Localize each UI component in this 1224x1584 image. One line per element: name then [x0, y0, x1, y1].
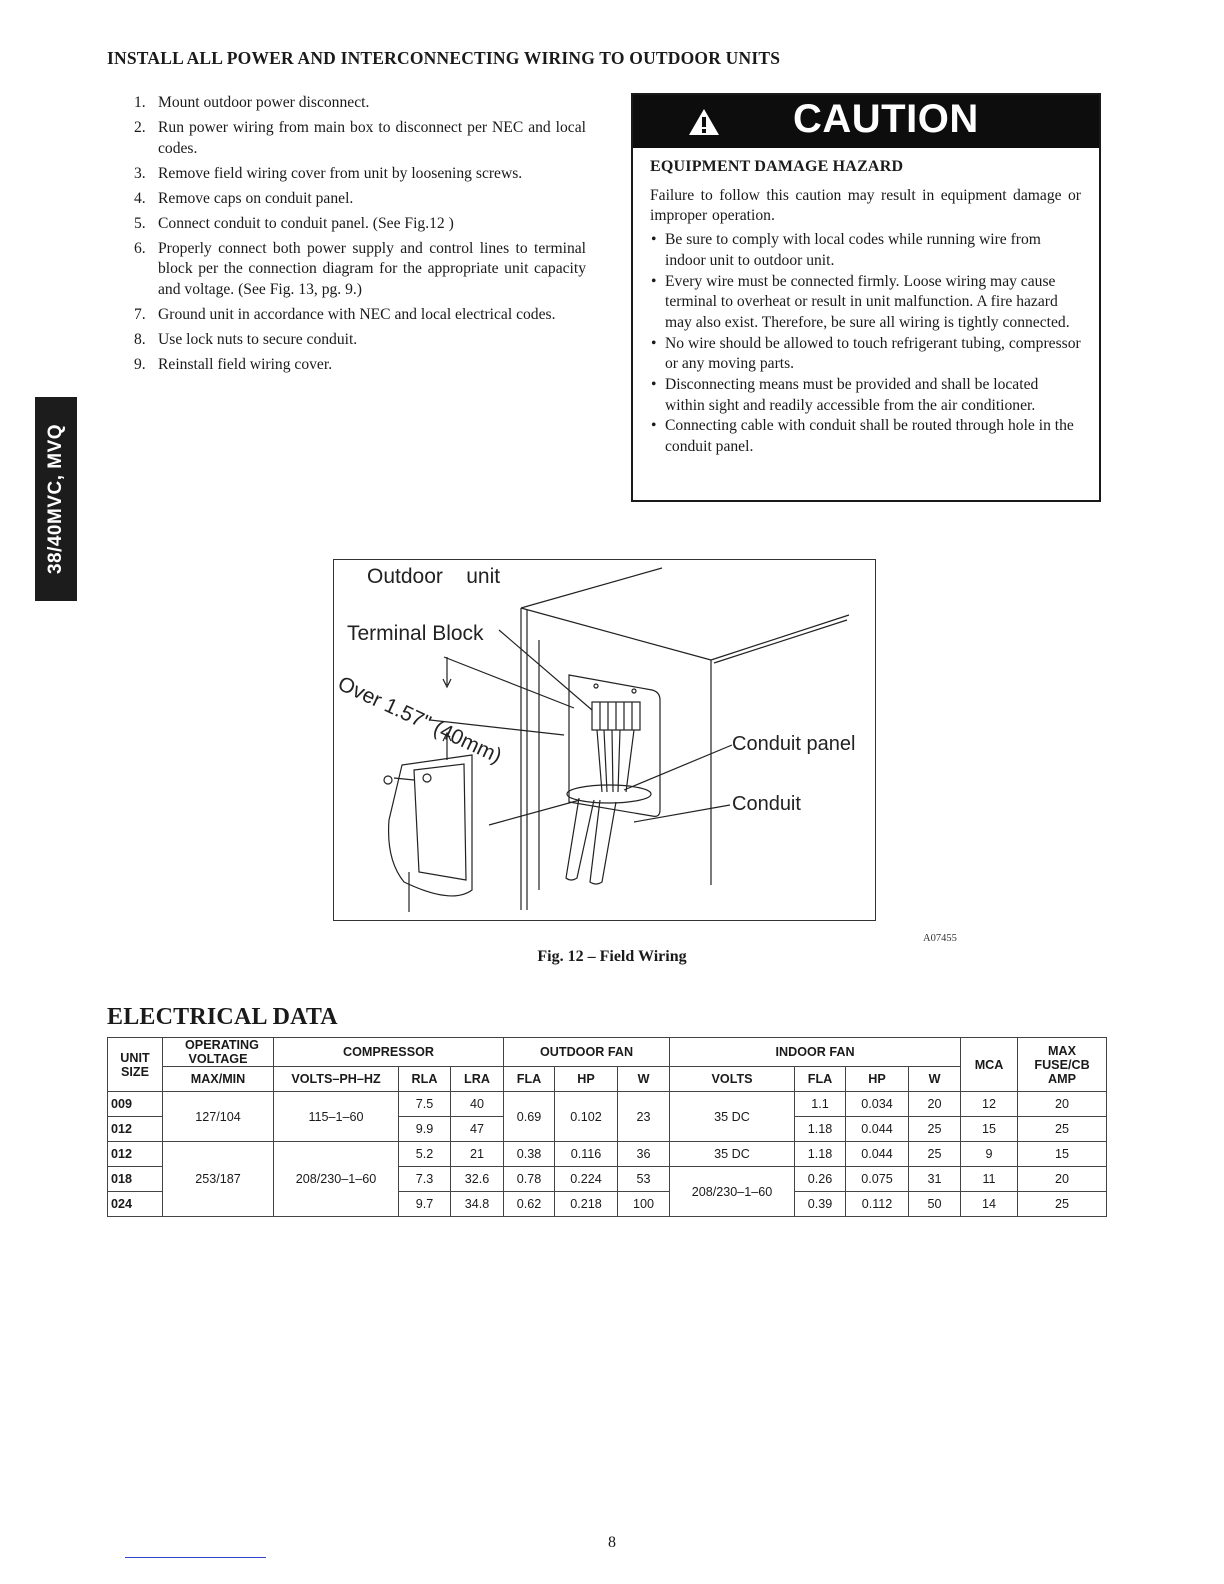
step-item: 9. Reinstall field wiring cover. [134, 356, 333, 374]
step-item: 8. Use lock nuts to secure conduit. [134, 331, 358, 349]
field-wiring-figure [333, 559, 876, 921]
cell-mca: 14 [961, 1192, 1018, 1217]
header-outdoor-fla: FLA [504, 1067, 555, 1092]
step-item: 4. Remove caps on conduit panel. [134, 189, 354, 207]
step-item: 5. Connect conduit to conduit panel. (See Fig.12 ) [134, 214, 454, 232]
header-outdoor-w: W [618, 1067, 670, 1092]
cell-lra: 21 [451, 1142, 504, 1167]
cell-unit-size: 024 [108, 1192, 163, 1217]
cell-max-fuse: 20 [1018, 1167, 1107, 1192]
footer-rule [125, 1557, 266, 1558]
cell-indoor-fla: 1.1 [795, 1092, 846, 1117]
cell-indoor-hp: 0.075 [846, 1167, 909, 1192]
cell-unit-size: 009 [108, 1092, 163, 1117]
step-item: 7. Ground unit in accordance with NEC and local electrical codes. [134, 306, 556, 324]
cell-rla: 7.3 [399, 1167, 451, 1192]
cell-compressor-volts: 115–1–60 [274, 1092, 399, 1142]
cell-outdoor-fla: 0.78 [504, 1167, 555, 1192]
step-item: 2. Run power wiring from main box to disconnect per NEC and local codes. [134, 119, 586, 157]
cell-indoor-w: 20 [909, 1092, 961, 1117]
header-indoor-volts: VOLTS [670, 1067, 795, 1092]
model-side-tab [35, 397, 77, 601]
hazard-intro: Failure to follow this caution may result in equipment damage or improper operation. [650, 186, 1081, 225]
header-volts-ph-hz: VOLTS–PH–HZ [274, 1067, 399, 1092]
electrical-data-table [107, 1037, 1107, 1217]
caution-box [631, 93, 1101, 502]
cell-lra: 32.6 [451, 1167, 504, 1192]
cell-unit-size: 012 [108, 1142, 163, 1167]
figure-code: A07455 [923, 933, 957, 944]
cell-compressor-volts: 208/230–1–60 [274, 1142, 399, 1217]
cell-outdoor-w: 100 [618, 1192, 670, 1217]
cell-indoor-volts: 35 DC [670, 1092, 795, 1142]
caution-bullet: • Connecting cable with conduit shall be routed through hole in the conduit panel. [650, 416, 1081, 457]
cell-max-fuse: 20 [1018, 1092, 1107, 1117]
cell-outdoor-fla: 0.38 [504, 1142, 555, 1167]
header-indoor-w: W [909, 1067, 961, 1092]
cell-indoor-w: 25 [909, 1142, 961, 1167]
cell-rla: 9.9 [399, 1117, 451, 1142]
cell-max-fuse: 25 [1018, 1117, 1107, 1142]
cell-mca: 12 [961, 1092, 1018, 1117]
header-max-fuse: MAX FUSE/CB AMP [1018, 1038, 1107, 1092]
cell-indoor-hp: 0.044 [846, 1142, 909, 1167]
cell-unit-size: 012 [108, 1117, 163, 1142]
cell-indoor-hp: 0.112 [846, 1192, 909, 1217]
cell-indoor-hp: 0.034 [846, 1092, 909, 1117]
cell-outdoor-fla: 0.69 [504, 1092, 555, 1142]
cell-mca: 9 [961, 1142, 1018, 1167]
header-lra: LRA [451, 1067, 504, 1092]
caution-body [633, 148, 1099, 458]
cell-indoor-volts: 208/230–1–60 [670, 1167, 795, 1217]
dimension-label: Over 1.57" (40mm) [334, 672, 506, 769]
cell-outdoor-hp: 0.102 [555, 1092, 618, 1142]
cell-outdoor-fla: 0.62 [504, 1192, 555, 1217]
cell-outdoor-w: 36 [618, 1142, 670, 1167]
figure-caption: Fig. 12 – Field Wiring [537, 948, 687, 965]
cell-lra: 40 [451, 1092, 504, 1117]
electrical-data-title: ELECTRICAL DATA [107, 1004, 338, 1030]
model-side-tab-label: 38/40MVC, MVQ [45, 423, 66, 575]
conduit-panel-label: Conduit panel [732, 733, 856, 755]
cell-outdoor-w: 53 [618, 1167, 670, 1192]
cell-indoor-hp: 0.044 [846, 1117, 909, 1142]
section-title: INSTALL ALL POWER AND INTERCONNECTING WIRING TO OUTDOOR UNITS [107, 48, 781, 68]
cell-outdoor-w: 23 [618, 1092, 670, 1142]
cell-lra: 47 [451, 1117, 504, 1142]
cell-voltage: 253/187 [163, 1142, 274, 1217]
caution-bullets [650, 230, 1081, 458]
cell-indoor-w: 50 [909, 1192, 961, 1217]
outdoor-unit-label: Outdoor unit [367, 565, 501, 588]
cell-outdoor-hp: 0.116 [555, 1142, 618, 1167]
header-mca: MCA [961, 1038, 1018, 1092]
step-item: 3. Remove field wiring cover from unit by loosening screws. [134, 164, 523, 182]
caution-bullet: • Disconnecting means must be provided and shall be located within sight and readily accessible from the air conditioner. [650, 375, 1081, 416]
caution-header [633, 95, 1099, 148]
table-row [108, 1142, 1107, 1167]
header-rla: RLA [399, 1067, 451, 1092]
cell-indoor-w: 31 [909, 1167, 961, 1192]
cell-indoor-fla: 1.18 [795, 1142, 846, 1167]
table-header-row [108, 1038, 1107, 1067]
conduit-label: Conduit [732, 793, 801, 815]
cell-max-fuse: 15 [1018, 1142, 1107, 1167]
header-indoor-fla: FLA [795, 1067, 846, 1092]
cell-voltage: 127/104 [163, 1092, 274, 1142]
page-number: 8 [608, 1534, 616, 1551]
step-item: 6. Properly connect both power supply and control lines to terminal block per the connection diagram for the appropriate unit capacity and voltage. (See Fig. 13, pg. 9.) [134, 239, 586, 299]
caution-heading: CAUTION [793, 97, 979, 141]
cell-indoor-fla: 0.26 [795, 1167, 846, 1192]
caution-bullet: • Every wire must be connected firmly. Loose wiring may cause terminal to overheat or result in unit malfunction. A fire hazard may also exist. Therefore, be sure all wiring is tightly connected. [650, 272, 1081, 334]
header-indoor-hp: HP [846, 1067, 909, 1092]
caution-bullet: • No wire should be allowed to touch refrigerant tubing, compressor or any moving parts. [650, 334, 1081, 375]
step-item: 1. Mount outdoor power disconnect. [134, 94, 370, 111]
installation-steps [134, 93, 586, 380]
header-max-min: MAX/MIN [163, 1067, 274, 1092]
table-subheader-row [108, 1067, 1107, 1092]
cell-lra: 34.8 [451, 1192, 504, 1217]
cell-mca: 11 [961, 1167, 1018, 1192]
header-unit-size: UNIT SIZE [108, 1038, 163, 1092]
table-row [108, 1092, 1107, 1117]
cell-rla: 9.7 [399, 1192, 451, 1217]
cell-outdoor-hp: 0.218 [555, 1192, 618, 1217]
header-outdoor-hp: HP [555, 1067, 618, 1092]
caution-bullet: • Be sure to comply with local codes while running wire from indoor unit to outdoor unit. [650, 230, 1081, 271]
header-operating-voltage: OPERATING VOLTAGE [163, 1038, 274, 1067]
header-outdoor-fan: OUTDOOR FAN [504, 1038, 670, 1067]
cell-indoor-fla: 0.39 [795, 1192, 846, 1217]
cell-mca: 15 [961, 1117, 1018, 1142]
terminal-block-label: Terminal Block [347, 622, 484, 645]
cell-indoor-volts: 35 DC [670, 1142, 795, 1167]
header-compressor: COMPRESSOR [274, 1038, 504, 1067]
hazard-title: EQUIPMENT DAMAGE HAZARD [650, 158, 904, 175]
cell-indoor-w: 25 [909, 1117, 961, 1142]
cell-indoor-fla: 1.18 [795, 1117, 846, 1142]
cell-max-fuse: 25 [1018, 1192, 1107, 1217]
header-indoor-fan: INDOOR FAN [670, 1038, 961, 1067]
cell-rla: 7.5 [399, 1092, 451, 1117]
cell-rla: 5.2 [399, 1142, 451, 1167]
cell-unit-size: 018 [108, 1167, 163, 1192]
warning-triangle-icon [687, 107, 721, 137]
cell-outdoor-hp: 0.224 [555, 1167, 618, 1192]
